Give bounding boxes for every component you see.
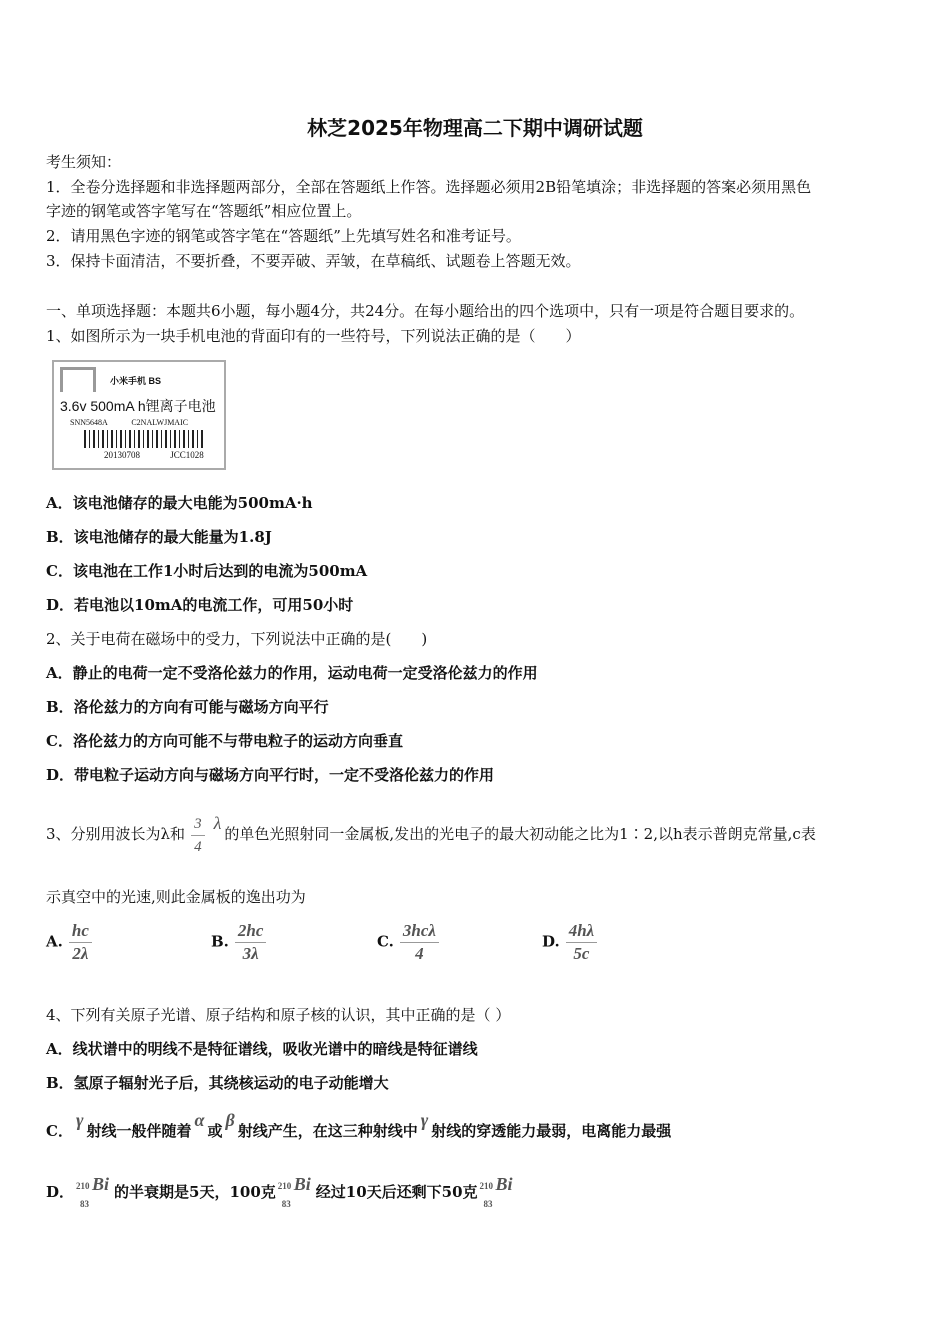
q4-option-d: D． 210 83 Bi 的半衰期是5天，100克 210 83 Bi 经过10天后还剩下50克 210 83 Bi xyxy=(46,1180,518,1206)
q4-stem: 4、下列有关原子光谱、原子结构和原子核的认识，其中正确的是（ ） xyxy=(46,1006,511,1024)
bi-nuclide: 210 83 Bi xyxy=(479,1174,513,1209)
q2-stem: 2、关于电荷在磁场中的受力，下列说法中正确的是( ) xyxy=(46,630,428,648)
mi-logo-icon xyxy=(60,367,96,392)
notice-item: 2．请用黑色字迹的钢笔或答字笔在“答题纸”上先填写姓名和准考证号。 xyxy=(46,227,521,245)
q1-option-b: B．该电池储存的最大能量为1.8J xyxy=(46,528,272,546)
q2-option-a: A．静止的电荷一定不受洛伦兹力的作用，运动电荷一定受洛伦兹力的作用 xyxy=(46,664,538,682)
q4-option-b: B．氢原子辐射光子后，其绕核运动的电子动能增大 xyxy=(46,1074,389,1092)
q2-option-b: B．洛伦兹力的方向有可能与磁场方向平行 xyxy=(46,698,329,716)
notice-item: 3．保持卡面清洁，不要折叠，不要弄破、弄皱，在草稿纸、试题卷上答题无效。 xyxy=(46,252,581,270)
battery-spec: 3.6v 500mA h锂离子电池 xyxy=(60,398,216,414)
battery-codes: SNN5648A C2NALWJMAIC xyxy=(70,418,189,427)
battery-dates: 20130708 JCC1028 xyxy=(104,450,204,460)
q3-stem-cont: 示真空中的光速,则此金属板的逸出功为 xyxy=(46,888,306,906)
q1-option-c: C．该电池在工作1小时后达到的电流为500mA xyxy=(46,562,368,580)
q3-option-b: B. $\frac{2hc}{3\lambda}$ xyxy=(211,920,272,965)
q3-option-a: A. $\frac{hc}{2\lambda}$ xyxy=(46,920,98,965)
q3-option-d: D. $\frac{4h\lambda}{5c}$ xyxy=(542,920,603,965)
notice-item: 字迹的钢笔或答字笔写在“答题纸”相应位置上。 xyxy=(46,202,362,220)
q1-option-d: D．若电池以10mA的电流工作，可用50小时 xyxy=(46,596,354,614)
q2-option-c: C．洛伦兹力的方向可能不与带电粒子的运动方向垂直 xyxy=(46,732,403,750)
q4-option-a: A．线状谱中的明线不是特征谱线，吸收光谱中的暗线是特征谱线 xyxy=(46,1040,478,1058)
barcode xyxy=(84,430,204,448)
notice-item: 1．全卷分选择题和非选择题两部分，全部在答题纸上作答。选择题必须用2B铅笔填涂；非选择题的答案必须用黑色 xyxy=(46,178,812,196)
page-title: 林芝2025年物理高二下期中调研试题 xyxy=(307,116,643,140)
bi-nuclide: 210 83 Bi xyxy=(277,1174,311,1209)
notice-heading: 考生须知： xyxy=(46,153,122,171)
q3-option-c: C. $\frac{\text{3hcλ}}{4}$ xyxy=(377,920,445,965)
q3-stem: 3、分别用波长为λ和 $\frac{3}{4}$ λ的单色光照射同一金属板,发出的光电子的最大初动能之比为1∶2,以h表示普朗克常量,c表 xyxy=(46,813,816,855)
q1-stem: 1、如图所示为一块手机电池的背面印有的一些符号，下列说法正确的是（ ） xyxy=(46,327,581,345)
battery-brand: 小米手机 BS xyxy=(110,376,162,386)
q1-option-a: A．该电池储存的最大电能为500mA·h xyxy=(46,494,313,512)
bi-nuclide: 210 83 Bi xyxy=(76,1174,110,1209)
q4-option-c: C．γ射线一般伴随着α或β射线产生，在这三种射线中γ射线的穿透能力最弱，电离能力最强 xyxy=(46,1110,672,1140)
section-heading: 一、单项选择题：本题共6小题，每小题4分，共24分。在每小题给出的四个选项中，只有一项是符合题目要求的。 xyxy=(46,302,805,320)
q2-option-d: D．带电粒子运动方向与磁场方向平行时，一定不受洛伦兹力的作用 xyxy=(46,766,495,784)
battery-label-image xyxy=(52,360,226,470)
